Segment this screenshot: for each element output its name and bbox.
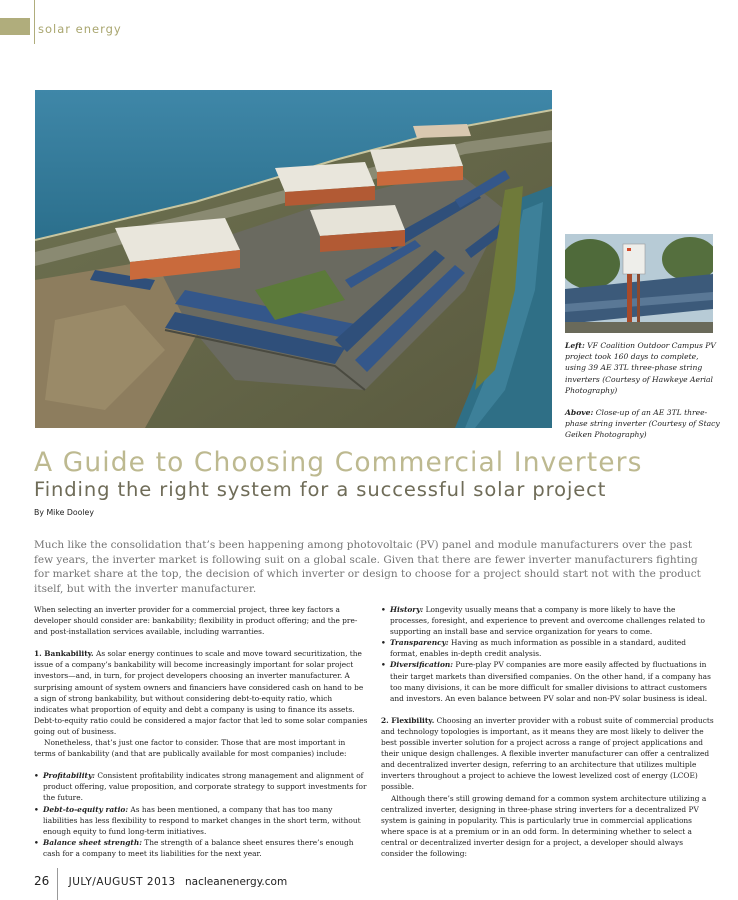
- list-item-text: Having as much information as possible in a standard, audited format, enables in-depth credit analysis.: [390, 638, 687, 659]
- list-item-text: Pure-play PV companies are more easily affected by fluctuations in their target markets than diversified companies. On the other hand, if a company has too many divisions, it can be more difficult for smaller divisions to attract customers and investors. An even balance between PV solar and non-PV solar business is ideal.: [390, 660, 711, 703]
- section-text: Choosing an inverter provider with a robust suite of commercial products and technology topologies is important, as it means they are most likely to deliver the best possible inverter solution for a project across a range of project applications and their unique design challenges. A flexible inverter manufacturer can offer a centralized and decentralized inverter design, referring to an architecture that utilizes multiple inverters throughout a project to achieve the lowest levelized cost of energy (LCOE) possible.: [381, 715, 714, 792]
- article-intro: Much like the consolidation that’s been happening among photovoltaic (PV) panel and module manufacturers over the past few years, the inverter market is following suit on a global scale. Given that there are fewer inverter manufacturers fighting for market share at the top, the decision of which inverter or design to choose for a project should start not with the product itself, but with the inverter manufacturer.: [34, 539, 701, 596]
- paragraph: Nonetheless, that’s just one factor to consider. Those that are most important in terms of bankability (and that are publically available for most companies) include:: [34, 738, 347, 759]
- list-item: [34, 804, 368, 837]
- list-item-term: History:: [390, 605, 424, 614]
- caption-above: [565, 407, 720, 441]
- article-byline: By Mike Dooley: [34, 508, 94, 517]
- list-item-text: Longevity usually means that a company is more likely to have the processes, foresight, and experience to prevent and overcome challenges related to supporting an install base and service organization for years to come.: [390, 605, 705, 637]
- paragraph: Although there’s still growing demand for a common system architecture utilizing a centralized inverter, designing in three-phase string inverters for a decentralized PV system is gaining in popularity. This is particularly true in commercial applications where space is at a premium or in an odd form. In determining whether to select a central or decentralized inverter design for a project, a developer should always consider the following:: [381, 793, 707, 858]
- list-item-term: Diversification:: [390, 660, 453, 670]
- caption-above-label: Above:: [565, 408, 594, 418]
- website-link[interactable]: nacleanenergy.com: [185, 876, 288, 888]
- list-item-text: As has been mentioned, a company that has too many liabilities has less flexibility to respond to market changes in the short term, without enough equity to fund long-term initiatives.: [43, 804, 361, 836]
- page-number: 26: [34, 874, 50, 888]
- list-item: [381, 659, 715, 703]
- header-divider: [34, 0, 35, 44]
- list-item-text: Consistent profitability indicates strong management and alignment of product offering, value proposition, and corporate strategy to support investments for the future.: [43, 771, 367, 803]
- body-column-left: [34, 604, 368, 859]
- inverter-closeup-photo: [565, 234, 713, 333]
- page-footer: [34, 874, 287, 888]
- list-item: [381, 637, 715, 659]
- section-flexibility: [381, 715, 715, 793]
- section-bankability: [34, 648, 368, 737]
- list-item-term: Balance sheet strength:: [43, 837, 142, 847]
- issue-date: JULY/AUGUST 2013: [68, 876, 176, 888]
- caption-left: [565, 340, 720, 396]
- aerial-campus-photo: [35, 90, 552, 428]
- caption-above-text: Close-up of an AE 3TL three-phase string inverter (Courtesy of Stacy Geiken Photography): [565, 408, 720, 440]
- article-title: A Guide to Choosing Commercial Inverters: [34, 447, 643, 478]
- section-color-block: [0, 18, 30, 35]
- paragraph: When selecting an inverter provider for a commercial project, three key factors a developer should consider are: bankability; flexibility in product offering; and the pre- and post-installation services available, including warranties.: [34, 605, 358, 637]
- list-item-term: Debt-to-equity ratio:: [43, 804, 129, 814]
- photo-captions: [565, 340, 720, 452]
- list-item-text: The strength of a balance sheet ensures there’s enough cash for a company to meet its liabilities for the next year.: [43, 837, 354, 858]
- section-heading: 2. Flexibility.: [381, 715, 435, 725]
- caption-left-text: VF Coalition Outdoor Campus PV project took 160 days to complete, using 39 AE 3TL three-phase string inverters (Courtesy of Hawkeye Aerial Photography): [565, 341, 716, 395]
- section-heading: 1. Bankability.: [34, 649, 94, 659]
- list-item-term: Transparency:: [390, 638, 449, 648]
- list-item-term: Profitability:: [43, 771, 95, 781]
- section-text: As solar energy continues to scale and move toward securitization, the issue of a company’s bankability will become increasingly important for solar project investors—and, in turn, for project developers choosing an inverter manufacturer. A surprising amount of system owners and financiers have considered cash on hand to be a sign of strong bankability, but without considering debt-to-equity ratio, which indicates what proportion of equity and debt a company is using to finance its assets. Debt-to-equity ratio could be considered a major factor that led to some solar companies going out of business.: [34, 649, 368, 736]
- list-item: [381, 604, 715, 637]
- list-item: [34, 770, 368, 803]
- caption-left-label: Left:: [565, 341, 585, 350]
- article-subtitle: Finding the right system for a successful solar project: [34, 478, 607, 501]
- body-column-right: [381, 604, 715, 859]
- section-label: solar energy: [38, 22, 122, 36]
- list-item: [34, 837, 368, 859]
